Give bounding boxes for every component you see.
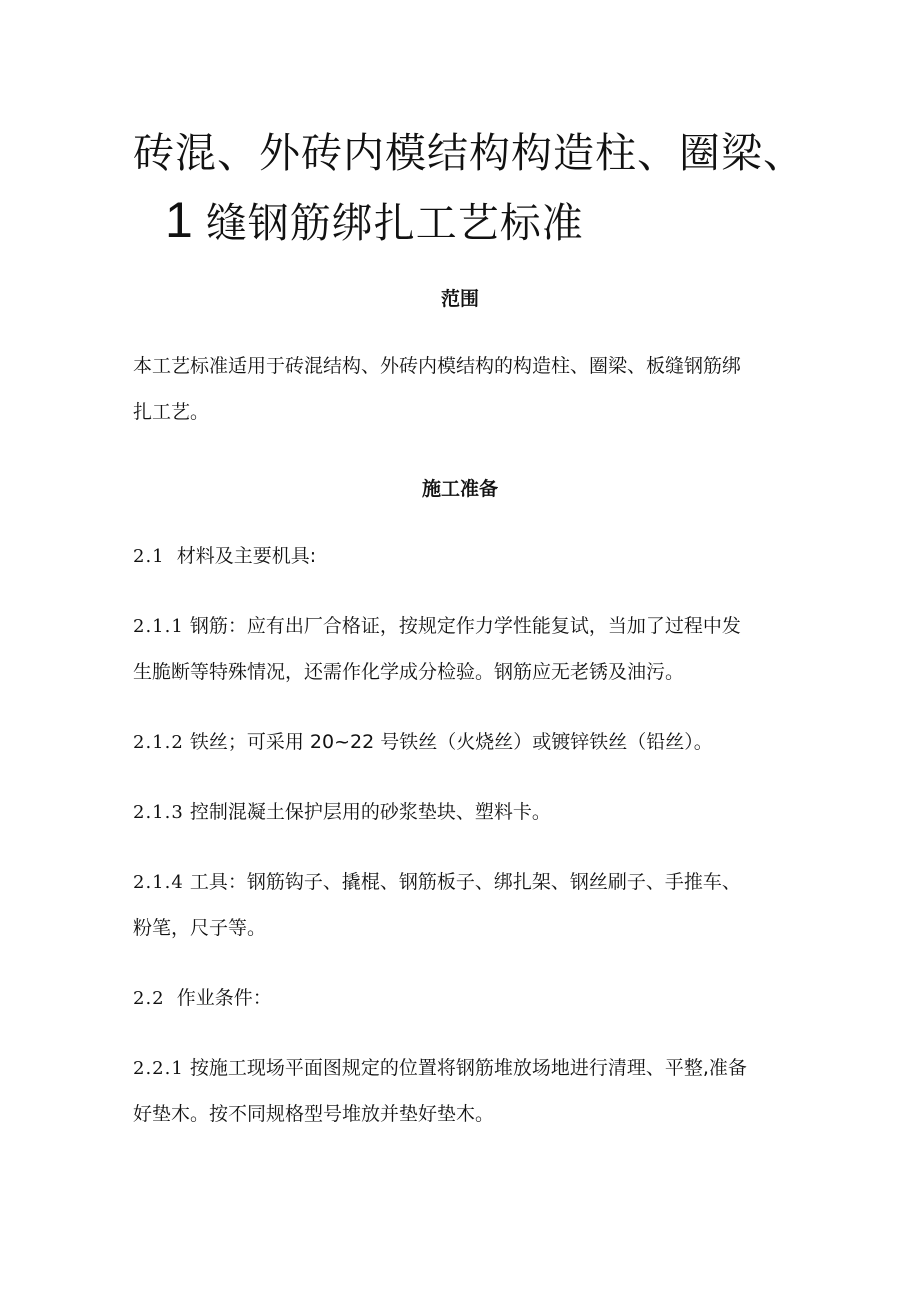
item-2-1-1-line-2: 生脆断等特殊情况，还需作化学成分检验。钢筋应无老锈及油污。 bbox=[133, 661, 685, 683]
title-number: 1 bbox=[165, 192, 194, 248]
item-number: 2.2.1 bbox=[133, 1058, 184, 1079]
section-heading-scope: 范围 bbox=[440, 288, 479, 310]
item-2-2 bbox=[133, 975, 793, 1022]
item-number: 2.1.3 bbox=[133, 802, 184, 823]
document-title-line-1: 砖混、外砖内模结构构造柱、圈梁、 bbox=[133, 129, 805, 177]
item-text: 作业条件： bbox=[176, 987, 272, 1009]
item-number: 2.1.4 bbox=[133, 872, 184, 893]
item-text: 按施工现场平面图规定的位置将钢筋堆放场地进行清理、平整,准备 bbox=[189, 1057, 747, 1079]
item-2-1-4-line-2: 粉笔，尺子等。 bbox=[133, 917, 267, 939]
item-number: 2.2 bbox=[133, 988, 165, 1009]
document-title-line-2 bbox=[165, 190, 584, 249]
scope-paragraph-line-2: 扎工艺。 bbox=[133, 401, 210, 423]
scope-paragraph-line-1: 本工艺标准适用于砖混结构、外砖内模结构的构造柱、圈梁、板缝钢筋绑 bbox=[133, 355, 742, 377]
item-text: 钢筋：应有出厂合格证，按规定作力学性能复试，当加了过程中发 bbox=[189, 615, 741, 637]
item-number: 2.1.2 bbox=[133, 732, 184, 753]
item-text: 铁丝；可采用 20~22 号铁丝（火烧丝）或镀锌铁丝（铅丝）。 bbox=[189, 731, 713, 753]
item-number: 2.1.1 bbox=[133, 616, 184, 637]
item-text: 控制混凝土保护层用的砂浆垫块、塑料卡。 bbox=[189, 801, 551, 823]
item-2-1-4-line-1 bbox=[133, 859, 793, 906]
item-2-1-2 bbox=[133, 719, 793, 766]
item-text: 工具：钢筋钩子、撬棍、钢筋板子、绑扎架、钢丝刷子、手推车、 bbox=[189, 871, 741, 893]
item-2-1-1-line-1 bbox=[133, 603, 793, 650]
item-number: 2.1 bbox=[133, 546, 165, 567]
item-2-1-3 bbox=[133, 789, 793, 836]
item-text: 材料及主要机具: bbox=[176, 545, 317, 567]
item-2-1 bbox=[133, 533, 793, 580]
section-heading-preparation: 施工准备 bbox=[421, 478, 498, 500]
item-2-2-1-line-1 bbox=[133, 1045, 793, 1092]
title-text: 缝钢筋绑扎工艺标准 bbox=[205, 199, 584, 247]
item-2-2-1-line-2: 好垫木。按不同规格型号堆放并垫好垫木。 bbox=[133, 1103, 495, 1125]
